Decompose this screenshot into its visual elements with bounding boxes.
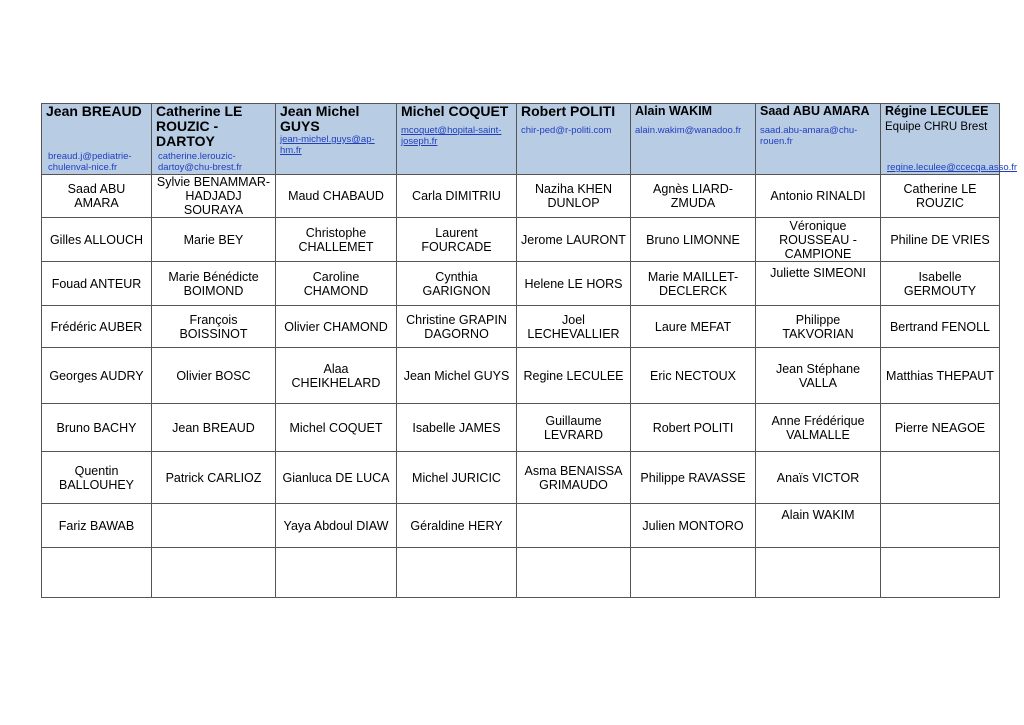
header-email: alain.wakim@wanadoo.fr <box>635 125 742 136</box>
table-row <box>42 348 1000 404</box>
table-cell <box>42 548 152 598</box>
table-cell: Philippe RAVASSE <box>631 452 756 504</box>
header-cell <box>517 104 631 175</box>
table-cell: Laurent FOURCADE <box>397 218 517 262</box>
table-cell: Bertrand FENOLL <box>881 306 1000 348</box>
table-cell <box>517 548 631 598</box>
header-cell <box>42 104 152 175</box>
table-cell: François BOISSINOT <box>152 306 276 348</box>
table-cell: Fariz BAWAB <box>42 504 152 548</box>
table-cell: Naziha KHEN DUNLOP <box>517 175 631 218</box>
table-cell: Frédéric AUBER <box>42 306 152 348</box>
table-cell: Jean Stéphane VALLA <box>756 348 881 404</box>
table-cell: Helene LE HORS <box>517 262 631 306</box>
header-email: chir-ped@r-politi.com <box>521 125 612 136</box>
header-name: Régine LECULEE <box>885 104 989 118</box>
header-email-link[interactable]: regine.leculee@ccecqa.asso.fr <box>887 162 1018 173</box>
table-cell: Saad ABU AMARA <box>42 175 152 218</box>
table-cell: Gianluca DE LUCA <box>276 452 397 504</box>
table-cell: Agnès LIARD-ZMUDA <box>631 175 756 218</box>
table-cell: Christophe CHALLEMET <box>276 218 397 262</box>
table-row <box>42 504 1000 548</box>
table-cell <box>881 504 1000 548</box>
table-cell: Christine GRAPIN DAGORNO <box>397 306 517 348</box>
header-email: breaud.j@pediatrie-chulenval-nice.fr <box>48 151 132 173</box>
table-cell: Cynthia GARIGNON <box>397 262 517 306</box>
table-row <box>42 175 1000 218</box>
table-cell: Georges AUDRY <box>42 348 152 404</box>
table-cell: Philippe TAKVORIAN <box>756 306 881 348</box>
table-cell <box>881 548 1000 598</box>
header-name: Michel COQUET <box>401 103 509 119</box>
table-cell: Guillaume LEVRARD <box>517 404 631 452</box>
table-cell: Juliette SIMEONI <box>756 262 881 306</box>
table-cell: Julien MONTORO <box>631 504 756 548</box>
header-email-link[interactable]: mcoquet@hopital-saint-joseph.fr <box>401 125 502 147</box>
table-cell: Philine DE VRIES <box>881 218 1000 262</box>
table-cell: Géraldine HERY <box>397 504 517 548</box>
table-cell: Alaa CHEIKHELARD <box>276 348 397 404</box>
table-row <box>42 262 1000 306</box>
table-cell <box>397 548 517 598</box>
table-row <box>42 306 1000 348</box>
table-cell: Asma BENAISSA GRIMAUDO <box>517 452 631 504</box>
table-cell: Robert POLITI <box>631 404 756 452</box>
table-cell: Regine LECULEE <box>517 348 631 404</box>
table-cell: Marie MAILLET-DECLERCK <box>631 262 756 306</box>
table-cell: Marie Bénédicte BOIMOND <box>152 262 276 306</box>
table-cell: Catherine LE ROUZIC <box>881 175 1000 218</box>
table-cell: Bruno LIMONNE <box>631 218 756 262</box>
header-cell <box>756 104 881 175</box>
header-cell <box>631 104 756 175</box>
table-cell <box>152 548 276 598</box>
header-row <box>42 104 1000 175</box>
table-row <box>42 452 1000 504</box>
table-cell: Fouad ANTEUR <box>42 262 152 306</box>
header-email: saad.abu-amara@chu-rouen.fr <box>760 125 858 147</box>
table-cell: Jean Michel GUYS <box>397 348 517 404</box>
table-cell <box>756 548 881 598</box>
table-cell <box>152 504 276 548</box>
table-cell: Michel COQUET <box>276 404 397 452</box>
table-cell: Patrick CARLIOZ <box>152 452 276 504</box>
table-cell: Pierre NEAGOE <box>881 404 1000 452</box>
table-cell: Matthias THEPAUT <box>881 348 1000 404</box>
header-email: catherine.lerouzic-dartoy@chu-brest.fr <box>158 151 243 173</box>
table-cell: Jerome LAURONT <box>517 218 631 262</box>
table-cell: Gilles ALLOUCH <box>42 218 152 262</box>
table-cell: Michel JURICIC <box>397 452 517 504</box>
header-cell <box>276 104 397 175</box>
table-cell: Caroline CHAMOND <box>276 262 397 306</box>
table-row <box>42 404 1000 452</box>
table-cell: Eric NECTOUX <box>631 348 756 404</box>
header-name: Jean Michel GUYS <box>280 103 360 134</box>
header-email-link[interactable]: jean-michel.guys@ap-hm.fr <box>280 134 375 156</box>
table-cell: Carla DIMITRIU <box>397 175 517 218</box>
header-name: Robert POLITI <box>521 103 616 119</box>
table-cell: Antonio RINALDI <box>756 175 881 218</box>
header-cell <box>397 104 517 175</box>
table-row-empty <box>42 548 1000 598</box>
table-cell: Quentin BALLOUHEY <box>42 452 152 504</box>
table-cell <box>517 504 631 548</box>
table-cell: Isabelle JAMES <box>397 404 517 452</box>
header-cell <box>881 104 1018 175</box>
header-subtitle: Equipe CHRU Brest <box>885 121 988 133</box>
table-cell: Sylvie BENAMMAR-HADJADJ SOURAYA <box>152 175 276 218</box>
table-cell: Anne Frédérique VALMALLE <box>756 404 881 452</box>
table-cell: Alain WAKIM <box>756 504 881 548</box>
team-table <box>41 103 1018 598</box>
header-name: Saad ABU AMARA <box>760 104 870 118</box>
table-cell: Olivier BOSC <box>152 348 276 404</box>
table-cell: Bruno BACHY <box>42 404 152 452</box>
header-cell <box>152 104 276 175</box>
table-cell: Marie BEY <box>152 218 276 262</box>
table-cell: Isabelle GERMOUTY <box>881 262 1000 306</box>
header-name: Alain WAKIM <box>635 104 713 118</box>
table-cell: Yaya Abdoul DIAW <box>276 504 397 548</box>
table-cell: Joel LECHEVALLIER <box>517 306 631 348</box>
header-name: Catherine LE ROUZIC - DARTOY <box>156 103 243 149</box>
table-cell: Jean BREAUD <box>152 404 276 452</box>
table-cell: Anaïs VICTOR <box>756 452 881 504</box>
table-row <box>42 218 1000 262</box>
table-cell: Véronique ROUSSEAU -CAMPIONE <box>756 218 881 262</box>
table-cell: Laure MEFAT <box>631 306 756 348</box>
table-cell <box>881 452 1000 504</box>
header-name: Jean BREAUD <box>46 103 142 119</box>
table-cell <box>631 548 756 598</box>
table-cell: Maud CHABAUD <box>276 175 397 218</box>
table-cell <box>276 548 397 598</box>
table-cell: Olivier CHAMOND <box>276 306 397 348</box>
